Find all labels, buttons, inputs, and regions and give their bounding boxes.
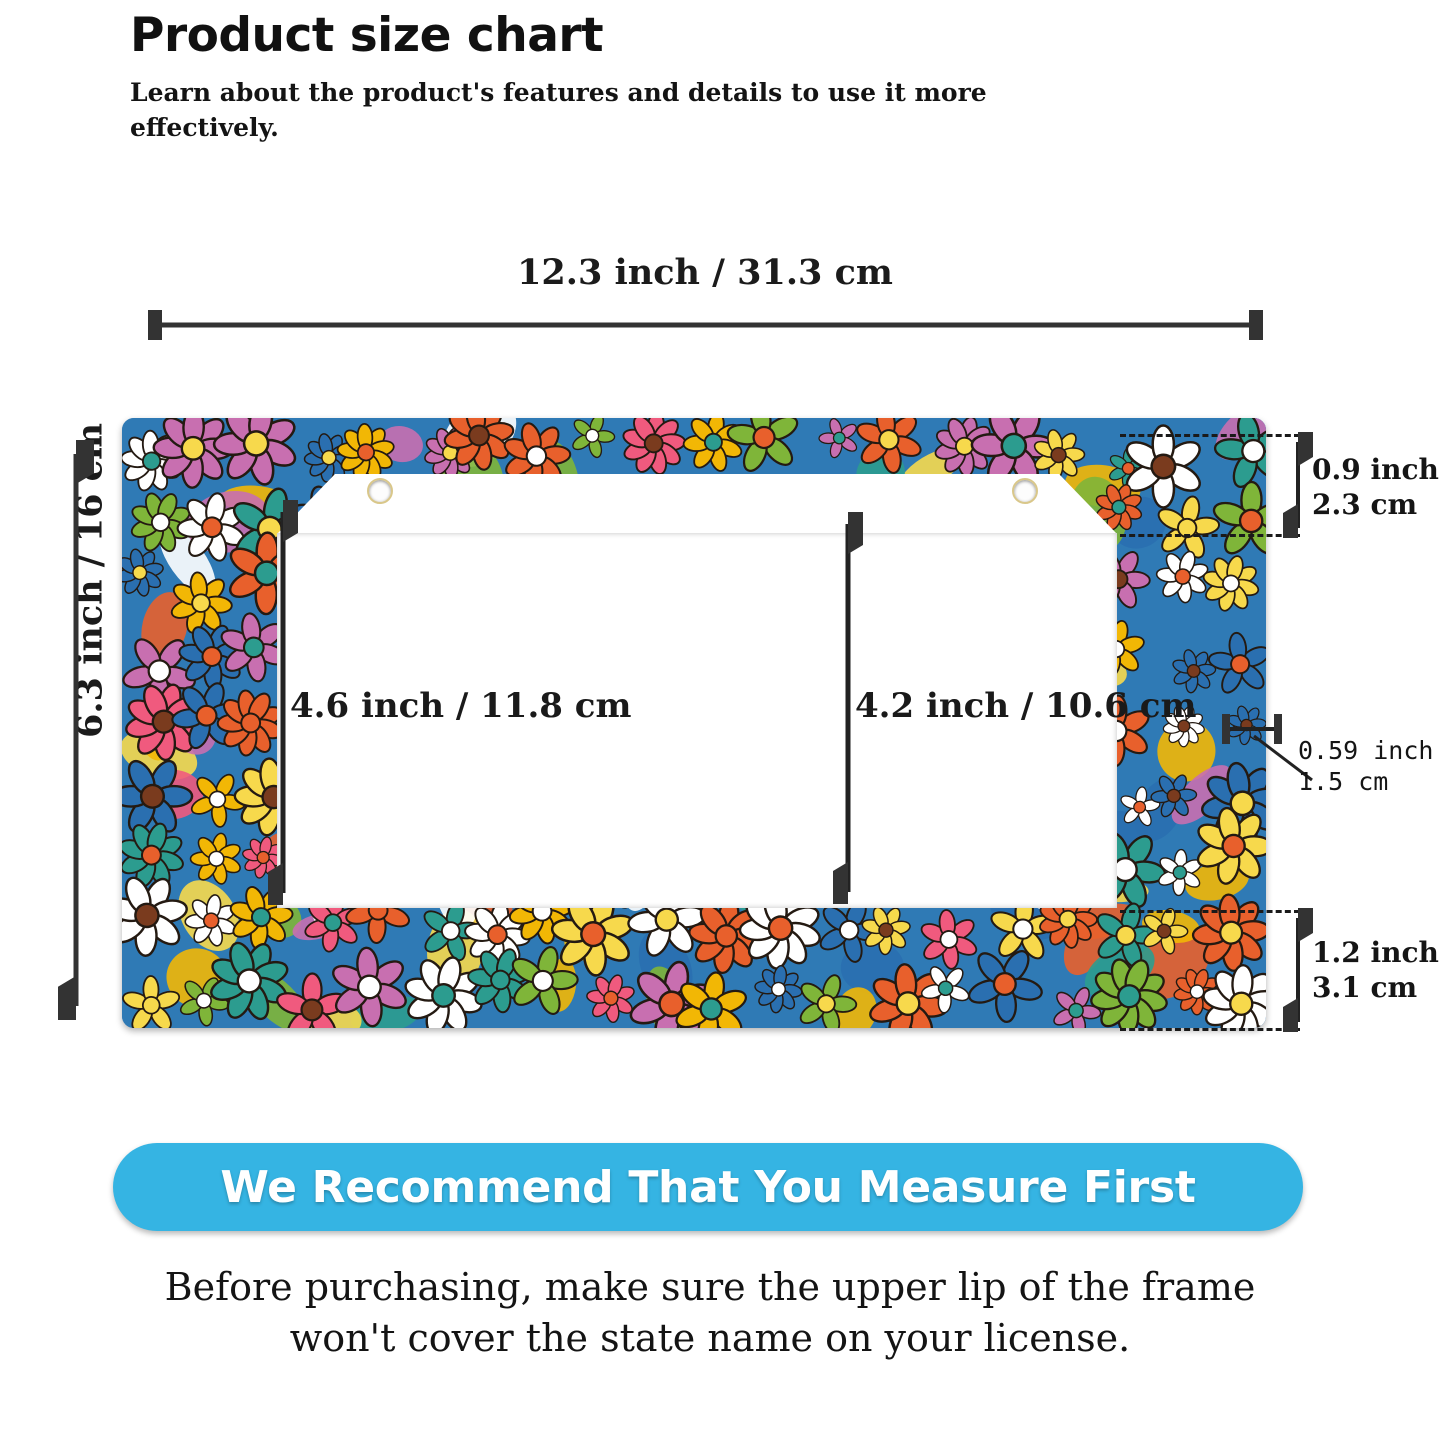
bottom-lip-label-line2: 3.1 cm (1312, 971, 1418, 1004)
side-rail-label (1298, 735, 1433, 798)
overall-width-arrow-icon (148, 310, 1263, 340)
header (130, 0, 1130, 145)
top-lip-label-line1: 0.9 inch (1312, 453, 1439, 486)
footer-note: Before purchasing, make sure the upper lip of the frame won't cover the state name on your license. (164, 1265, 1256, 1360)
overall-height-arrow-icon (58, 440, 94, 1020)
bottom-lip-label (1312, 935, 1439, 1005)
side-rail-label-line1: 0.59 inch (1298, 736, 1434, 765)
top-lip-arrow-icon (1283, 432, 1313, 538)
bottom-lip-label-line1: 1.2 inch (1312, 936, 1439, 969)
bottom-lip-dash-lower (1120, 1028, 1300, 1031)
bottom-lip-dash-upper (1120, 910, 1300, 913)
overall-height-label: 6.3 inch / 16 cm (69, 423, 111, 738)
screw-hole-left-icon (367, 478, 393, 504)
screw-hole-right-icon (1012, 478, 1038, 504)
frame-opening-lip-top (335, 474, 1059, 534)
recommendation-banner (113, 1143, 1303, 1231)
recommendation-banner-text: We Recommend That You Measure First (220, 1161, 1196, 1213)
side-rail-label-line2: 1.5 cm (1298, 767, 1389, 797)
bottom-lip-arrow-icon (1283, 908, 1313, 1032)
inner-height-right-label: 4.2 inch / 10.6 cm (855, 686, 1197, 726)
page-title: Product size chart (130, 8, 604, 63)
page-subtitle: Learn about the product's features and details to use it more effectively. (130, 78, 987, 142)
inner-height-left-label: 4.6 inch / 11.8 cm (290, 686, 632, 726)
top-lip-label (1312, 452, 1439, 522)
top-lip-dash-lower (1120, 534, 1300, 537)
top-lip-label-line2: 2.3 cm (1312, 488, 1418, 521)
overall-width-label: 12.3 inch / 31.3 cm (517, 252, 893, 293)
top-lip-dash-upper (1120, 434, 1300, 437)
